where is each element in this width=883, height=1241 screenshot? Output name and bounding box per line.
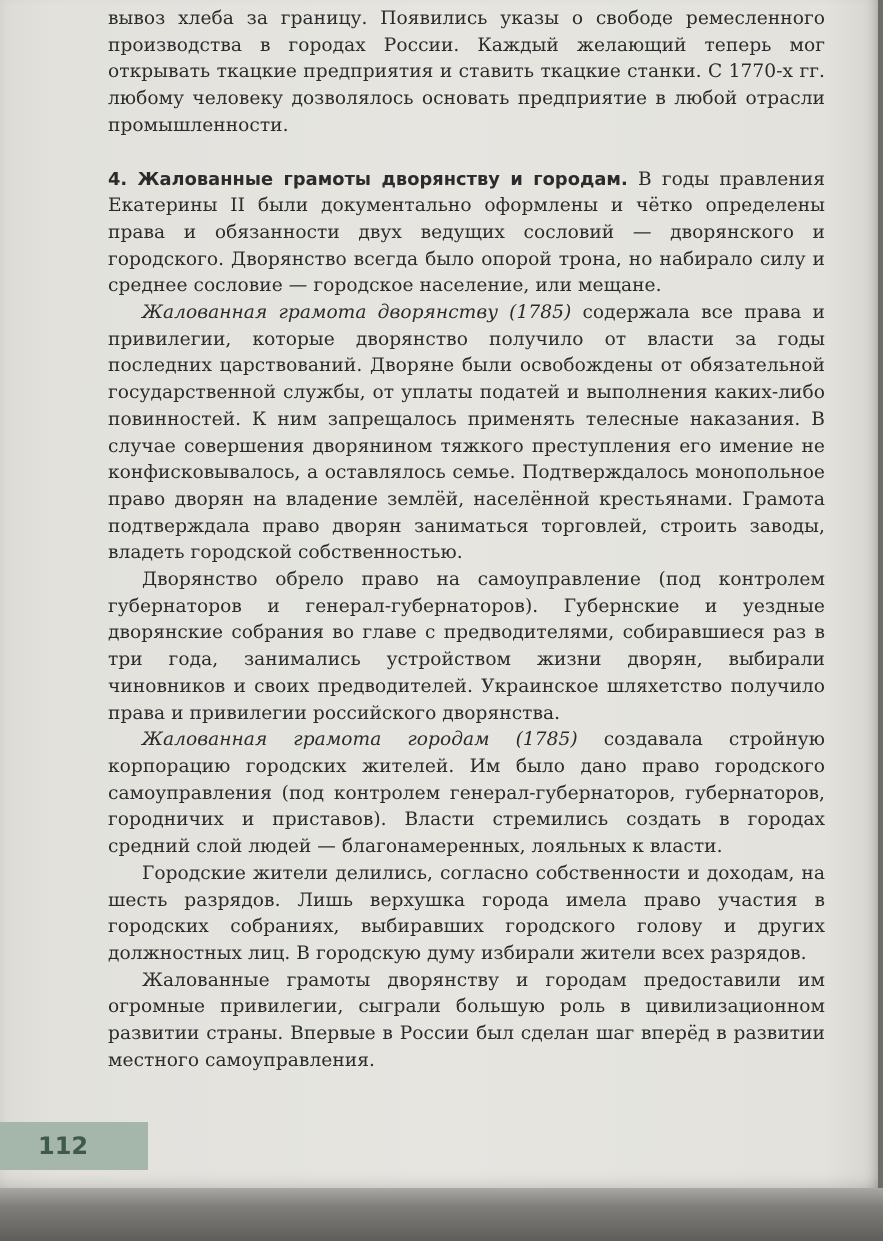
- charter-nobility-title: Жалованная грамота дворянству (1785): [142, 302, 572, 324]
- paragraph-charter-towns: Жалованная грамота городам (1785) создавала стройную корпорацию городских жителей. Им было дано право городского самоуправления (под контролем генерал-губернаторов, губернаторов, городничих и приставов). Власти стремились создать в городах средний слой людей — благонамеренных, лояльных к власти.: [108, 729, 825, 858]
- paragraph-nobility-self-government: Дворянство обрело право на самоуправление (под контролем губернаторов и генерал-губернаторов). Губернские и уездные дворянские собрания во главе с предводителями, собиравшиеся раз в три года, занимались устройством жизни дворян, выбирали чиновников и своих предводителей. Украинское шляхетство получило права и привилегии российского дворянства.: [108, 569, 825, 724]
- paragraph-section-4: 4. Жалованные грамоты дворянству и городам. В годы правления Екатерины II были документально оформлены и чётко определены права и обязанности двух ведущих сословий — дворянского и городского. Дворянство всегда было опорой трона, но набирало силу и среднее сословие — городское население, или мещане.: [108, 168, 825, 297]
- charter-towns-title: Жалованная грамота городам (1785): [142, 729, 578, 751]
- page-bottom-shadow: [0, 1188, 883, 1241]
- section-heading: 4. Жалованные грамоты дворянству и городам.: [108, 168, 628, 190]
- paragraph-town-ranks: Городские жители делились, согласно собственности и доходам, на шесть разрядов. Лишь верхушка города имела право участия в городских собраниях, выбиравших городского голову и других должностных лиц. В городскую думу избирали жители всех разрядов.: [108, 862, 825, 964]
- paragraph-conclusion: Жалованные грамоты дворянству и городам предоставили им огромные привилегии, сыграли большую роль в цивилизационном развитии страны. Впервые в России был сделан шаг вперёд в развитии местного самоуправления.: [108, 969, 825, 1071]
- paragraph-charter-nobility: Жалованная грамота дворянству (1785) содержала все права и привилегии, которые дворянство получило от власти за годы последних царствований. Дворяне были освобождены от обязательной государственной службы, от уплаты податей и выполнения каких-либо повинностей. К ним запрещалось применять телесные наказания. В случае совершения дворянином тяжкого преступления его имение не конфисковывалось, а оставлялось семье. Подтверждалось монопольное право дворян на владение землёй, населённой крестьянами. Грамота подтверждала право дворян заниматься торговлей, строить заводы, владеть городской собственностью.: [108, 302, 825, 564]
- paragraph-grain-export: вывоз хлеба за границу. Появились указы о свободе ремесленного производства в городах России. Каждый желающий теперь мог открывать ткацкие предприятия и ставить ткацкие станки. С 1770-х гг. любому человеку дозволялось основать предприятие в любой отрасли промышленности.: [108, 8, 825, 136]
- page-text: [108, 6, 825, 1074]
- page-number: 112: [38, 1132, 89, 1160]
